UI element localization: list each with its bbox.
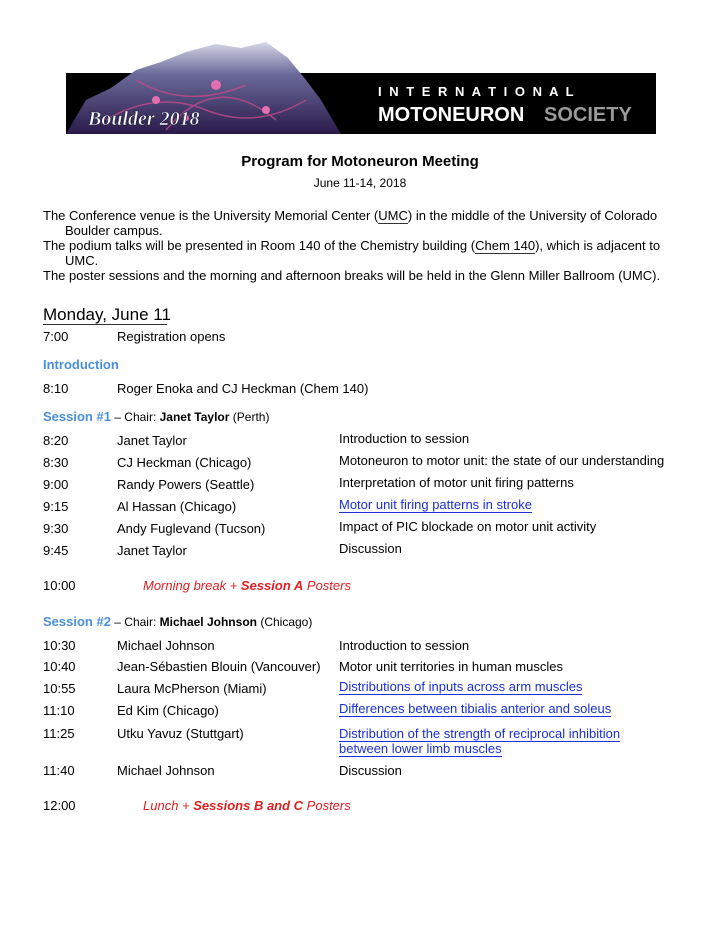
podium-text-wrap: UMC. — [65, 253, 99, 268]
time: 10:30 — [43, 638, 76, 653]
item-text: Registration opens — [117, 329, 226, 344]
chair-prefix: – Chair: — [110, 410, 160, 424]
speaker: Jean-Sébastien Blouin (Vancouver) — [117, 659, 321, 674]
talk-title: Introduction to session — [339, 638, 470, 653]
venue-text-wrap: Boulder campus. — [65, 223, 163, 238]
item-text: Roger Enoka and CJ Heckman (Chem 140) — [117, 381, 369, 396]
talk-title: Interpretation of motor unit firing patterns — [339, 475, 574, 490]
speaker: Utku Yavuz (Stuttgart) — [117, 726, 244, 741]
chair-city: (Perth) — [229, 410, 270, 424]
time: 8:30 — [43, 455, 69, 470]
break-text-end: Posters — [303, 798, 351, 813]
talk-title: Motoneuron to motor unit: the state of our understanding — [339, 453, 665, 468]
talk-title-link[interactable]: Distribution of the strength of reciprocal inhibition — [339, 726, 621, 741]
podium-text-cont: ), which is adjacent to — [535, 238, 661, 253]
time: 9:45 — [43, 543, 69, 558]
time: 8:20 — [43, 433, 69, 448]
talk-title-link[interactable]: Distributions of inputs across arm muscles — [339, 679, 583, 694]
chair-prefix: – Chair: — [110, 615, 160, 629]
day-underline — [43, 324, 167, 325]
time: 11:25 — [43, 726, 75, 741]
chair-name: Janet Taylor — [159, 410, 230, 424]
session-2-heading — [43, 614, 312, 629]
talk-title-link-cont[interactable]: between lower limb muscles — [339, 741, 502, 756]
org-word2: SOCIETY — [544, 104, 632, 126]
time: 8:10 — [43, 381, 69, 396]
session-1-heading — [43, 409, 269, 424]
time: 9:15 — [43, 499, 69, 514]
time: 10:40 — [43, 659, 76, 674]
venue-text: The Conference venue is the University Memorial Center ( — [43, 208, 379, 223]
break-text: Morning break + — [143, 578, 241, 593]
speaker: Andy Fuglevand (Tucson) — [117, 521, 266, 536]
time: 12:00 — [43, 798, 76, 813]
chem-140-link[interactable]: Chem 140 — [475, 238, 536, 253]
org-line1: I N T E R N A T I O N A L — [378, 84, 576, 99]
speaker: Ed Kim (Chicago) — [117, 703, 219, 718]
talk-title: Discussion — [339, 763, 402, 778]
time: 10:00 — [43, 578, 76, 593]
poster-session-label: Session A — [240, 578, 304, 593]
talk-title: Motor unit territories in human muscles — [339, 659, 563, 674]
podium-text: The podium talks will be presented in Room 140 of the Chemistry building ( — [43, 238, 476, 253]
talk-title: Introduction to session — [339, 431, 470, 446]
introduction-heading: Introduction — [43, 357, 119, 372]
day-heading: Monday, June 11 — [43, 305, 171, 324]
time: 9:30 — [43, 521, 69, 536]
break-text: Lunch + — [143, 798, 194, 813]
talk-title-link[interactable]: Motor unit firing patterns in stroke — [339, 497, 532, 512]
speaker: CJ Heckman (Chicago) — [117, 455, 252, 470]
speaker: Michael Johnson — [117, 638, 215, 653]
edition-label: Boulder 2018 — [88, 108, 200, 130]
speaker: Janet Taylor — [117, 433, 187, 448]
break-text-end: Posters — [303, 578, 351, 593]
time: 7:00 — [43, 329, 69, 344]
time: 11:10 — [43, 703, 75, 718]
speaker: Michael Johnson — [117, 763, 215, 778]
venue-info — [43, 208, 683, 283]
talk-title: Discussion — [339, 541, 402, 556]
poster-text: The poster sessions and the morning and afternoon breaks will be held in the Glenn Miller Ballroom (UMC). — [43, 268, 661, 283]
speaker: Laura McPherson (Miami) — [117, 681, 267, 696]
speaker: Al Hassan (Chicago) — [117, 499, 237, 514]
org-word1: MOTONEURON — [378, 104, 525, 126]
time: 10:55 — [43, 681, 76, 696]
meeting-dates: June 11-14, 2018 — [313, 176, 407, 190]
umc-link[interactable]: UMC — [378, 208, 408, 223]
time: 11:40 — [43, 763, 75, 778]
poster-session-label: Sessions B and C — [193, 798, 304, 813]
talk-title: Impact of PIC blockade on motor unit activity — [339, 519, 597, 534]
session-label: Session #2 — [43, 614, 111, 629]
chair-name: Michael Johnson — [159, 615, 257, 629]
time: 9:00 — [43, 477, 69, 492]
venue-text-cont: ) in the middle of the University of Colorado — [407, 208, 658, 223]
speaker: Randy Powers (Seattle) — [117, 477, 255, 492]
chair-city: (Chicago) — [256, 615, 313, 629]
speaker: Janet Taylor — [117, 543, 187, 558]
page-title: Program for Motoneuron Meeting — [241, 153, 479, 170]
conference-banner — [66, 40, 656, 134]
talk-title-link[interactable]: Differences between tibialis anterior and soleus — [339, 701, 612, 716]
session-label: Session #1 — [43, 409, 111, 424]
